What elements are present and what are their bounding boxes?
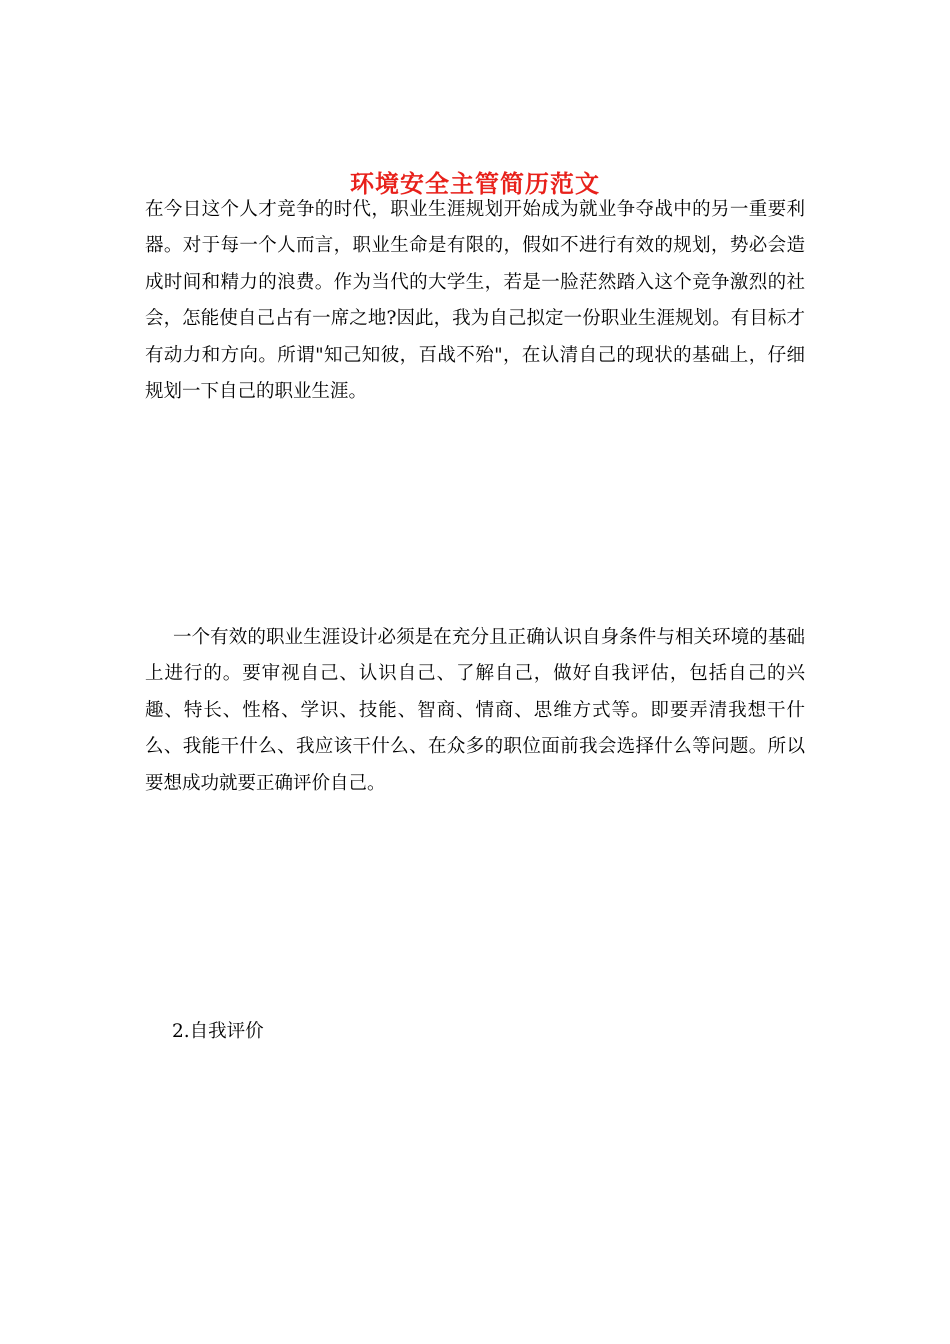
- body-paragraph: 一个有效的职业生涯设计必须是在充分且正确认识自身条件与相关环境的基础上进行的。要审视自己、认识自己、了解自己，做好自我评估，包括自己的兴趣、特长、性格、学识、技能、智商、情商、思维方式等。即要弄清我想干什么、我能干什么、我应该干什么、在众多的职位面前我会选择什么等问题。所以要想成功就要正确评价自己。: [145, 627, 805, 794]
- document-title: 环境安全主管简历范文: [350, 169, 600, 199]
- section-heading: 2.自我评价: [172, 1021, 264, 1042]
- intro-paragraph: 在今日这个人才竞争的时代，职业生涯规划开始成为就业争夺战中的另一重要利器。对于每一个人而言，职业生命是有限的，假如不进行有效的规划，势必会造成时间和精力的浪费。作为当代的大学生，若是一脸茫然踏入这个竞争激烈的社会，怎能使自己占有一席之地?因此，我为自己拟定一份职业生涯规划。有目标才有动力和方向。所谓"知己知彼，百战不殆"，在认清自己的现状的基础上，仔细规划一下自己的职业生涯。: [145, 199, 805, 403]
